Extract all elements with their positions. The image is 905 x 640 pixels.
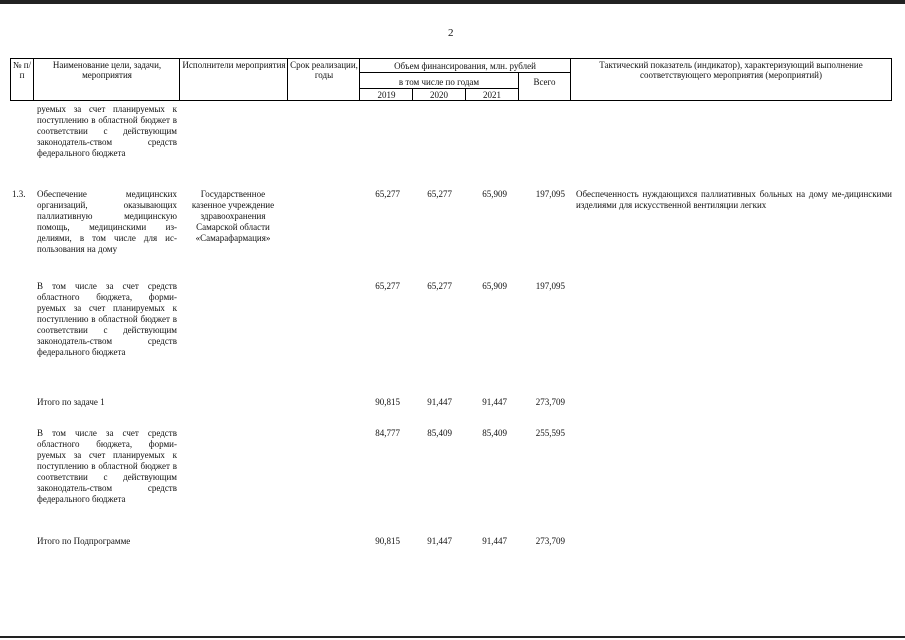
- row-name: руемых за счет планируемых к поступлению в областной бюджет в соответствии с действующим законодатель-ством средств федерального бюджета: [37, 104, 177, 158]
- row-value-2020: 91,447: [427, 536, 452, 546]
- row-value-2019: 65,277: [375, 189, 400, 199]
- header-finance: Объем финансирования, млн. рублей: [394, 61, 536, 71]
- vline-term: [359, 58, 360, 101]
- top-border: [0, 0, 905, 4]
- years-sub-rule: [360, 88, 518, 89]
- header-total: Всего: [533, 77, 556, 87]
- row-indicator: Обеспеченность нуждающихся паллиативных больных на дому ме-дицинскими изделиями для искусственной вентиляции легких: [576, 189, 892, 210]
- vline-name: [179, 58, 180, 101]
- vline-no: [33, 58, 34, 101]
- row-value-2021: 91,447: [482, 397, 507, 407]
- row-value-2020: 65,277: [427, 281, 452, 291]
- row-number: 1.3.: [12, 189, 26, 199]
- vline-exec: [287, 58, 288, 101]
- header-top-rule: [10, 58, 892, 59]
- row-value-total: 197,095: [535, 281, 565, 291]
- header-by-years: в том числе по годам: [398, 77, 480, 87]
- row-value-2021: 91,447: [482, 536, 507, 546]
- row-name: В том числе за счет средств областного бюджета, форми-руемых за счет планируемых к поступлению в областной бюджет в соответствии с действующим законодатель-ством средств федерального бюджета: [37, 281, 177, 357]
- vline-left: [10, 58, 11, 101]
- vline-right: [891, 58, 892, 101]
- row-name: Обеспечение медицинских организаций, оказывающих паллиативную медицинскую помощь, медицинскими из-делиями, в том числе для ис-пользования на дому: [37, 189, 177, 254]
- row-value-2020: 65,277: [427, 189, 452, 199]
- row-executor: Государственное казенное учреждение здравоохранения Самарской области «Самарафармация»: [191, 189, 275, 243]
- row-name: В том числе за счет средств областного бюджета, форми-руемых за счет планируемых к поступлению в областной бюджет в соответствии с действующим законодатель-ством средств федерального бюджета: [37, 428, 177, 504]
- page-number: 2: [448, 27, 454, 39]
- header-executor: Исполнители мероприятия: [182, 60, 286, 70]
- header-name: Наименование цели, задачи, мероприятия: [52, 60, 162, 80]
- row-value-2021: 85,409: [482, 428, 507, 438]
- row-value-2019: 84,777: [375, 428, 400, 438]
- row-value-2020: 91,447: [427, 397, 452, 407]
- row-value-2019: 90,815: [375, 397, 400, 407]
- row-value-total: 273,709: [535, 397, 565, 407]
- row-value-2021: 65,909: [482, 189, 507, 199]
- row-name: Итого по Подпрограмме: [37, 536, 131, 546]
- header-indicator: Тактический показатель (индикатор), характеризующий выполнение соответствующего мероприятия (мероприятий): [599, 60, 863, 80]
- row-value-2019: 90,815: [375, 536, 400, 546]
- row-value-total: 197,095: [535, 189, 565, 199]
- row-value-2020: 85,409: [427, 428, 452, 438]
- row-value-total: 273,709: [535, 536, 565, 546]
- row-name: Итого по задаче 1: [37, 397, 105, 407]
- vline-total: [570, 58, 571, 101]
- header-bottom-rule: [10, 100, 892, 101]
- header-year-2021: 2021: [483, 90, 501, 100]
- header-term: Срок реализации, годы: [290, 60, 358, 80]
- finance-sub-rule: [360, 72, 570, 73]
- header-year-2020: 2020: [430, 90, 448, 100]
- row-value-2021: 65,909: [482, 281, 507, 291]
- header-no: № п/п: [12, 60, 32, 80]
- row-value-2019: 65,277: [375, 281, 400, 291]
- header-year-2019: 2019: [377, 90, 396, 100]
- bottom-border: [0, 636, 905, 638]
- row-value-total: 255,595: [535, 428, 565, 438]
